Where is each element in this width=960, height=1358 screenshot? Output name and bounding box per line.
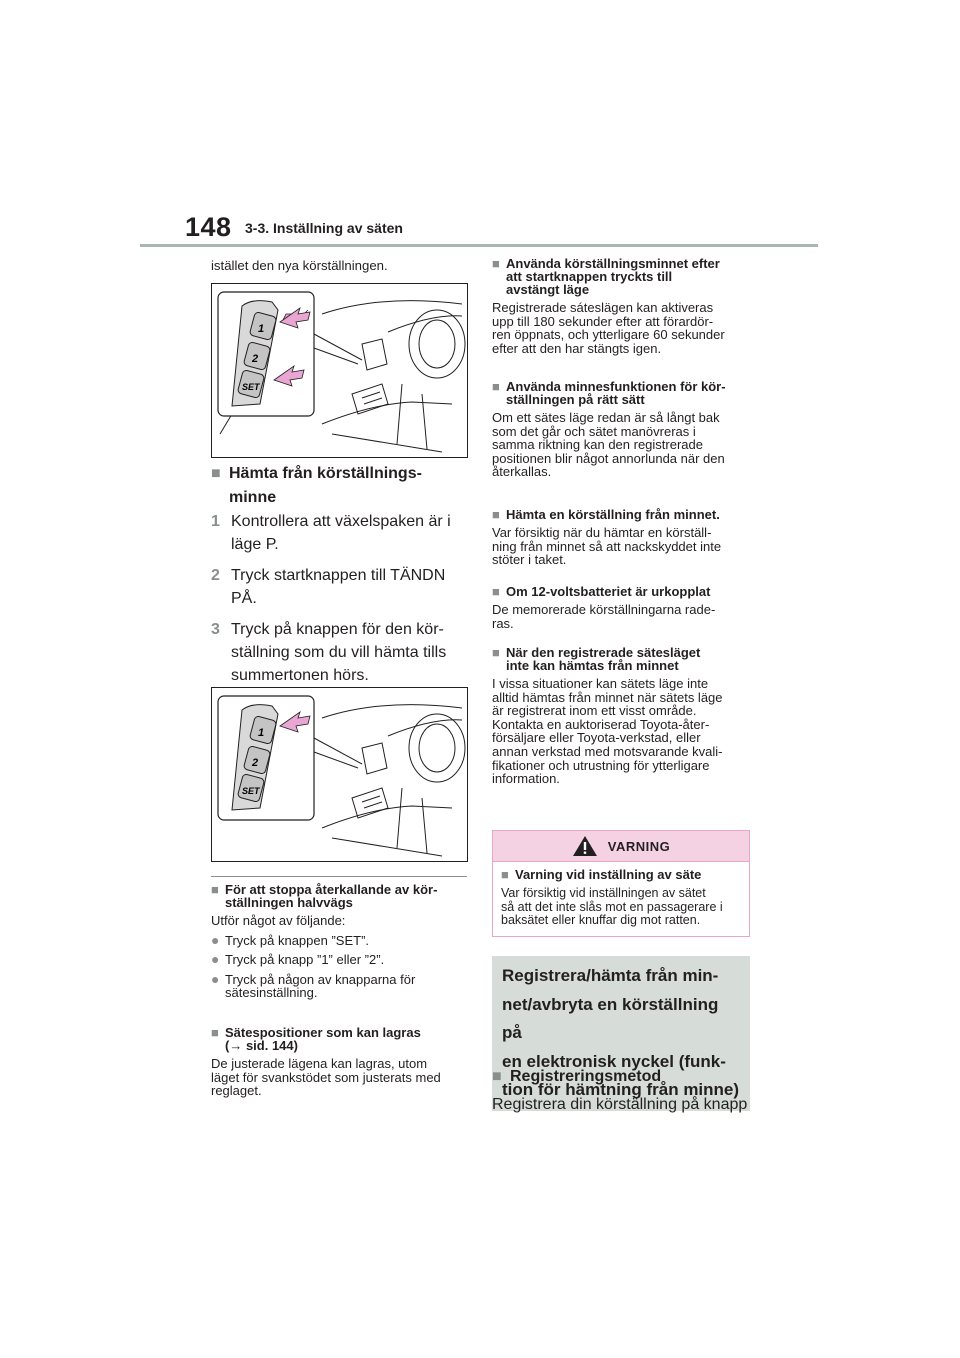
bullet-text: sätesinställning. — [225, 985, 318, 1001]
proper-section — [492, 380, 750, 479]
text-line: samma riktning kan den registrerade — [492, 437, 703, 453]
text-line: baksätet eller knuffar dig mot ratten. — [501, 913, 701, 928]
cannot-section — [492, 646, 750, 786]
stop-title — [211, 883, 467, 909]
text-line: är registrerat inom ett visst område. — [492, 703, 697, 719]
text-line: läget för svankstödet som justerats med — [211, 1069, 441, 1085]
button-2-label: 2 — [252, 353, 259, 365]
step-text: Kontrollera att växelspaken är i — [231, 513, 451, 530]
button-1-label: 1 — [258, 727, 265, 739]
stop-section — [211, 883, 467, 1000]
bullet-text: Tryck på knapp ”1” eller ”2”. — [225, 952, 385, 968]
text-line: reglaget. — [211, 1083, 262, 1099]
text-line: återkallas. — [492, 464, 552, 480]
text-line: försäljare eller Toyota-verkstad, eller — [492, 730, 701, 746]
step-text: PÅ. — [231, 590, 257, 607]
text-line: alltid hämtas från minnet när sätets läge — [492, 689, 723, 705]
title-line: När den registrerade sätesläget — [506, 645, 701, 660]
square-marker: ■ — [211, 1025, 219, 1040]
text-line: stöter i taket. — [492, 552, 567, 568]
step-number: 2 — [211, 567, 220, 584]
warning-body — [493, 862, 749, 936]
seat-switch-illustration — [212, 688, 467, 861]
title-line: För att stoppa återkallande av kör- — [225, 882, 438, 897]
battery-text — [492, 603, 750, 630]
title-line: Använda körställningsminnet efter — [506, 256, 720, 271]
cannot-text — [492, 677, 750, 786]
text-line: ren öppnats, och ytterligare 60 sekunder — [492, 327, 725, 343]
positions-title — [211, 1026, 467, 1052]
positions-text — [211, 1057, 467, 1098]
step-text: ställning som du vill hämta tills — [231, 644, 447, 661]
seat-switch-illustration — [212, 284, 467, 457]
box-line: Registrera/hämta från min- — [502, 966, 719, 985]
title-line: inte kan hämtas från minnet — [506, 658, 679, 673]
step-3 — [211, 618, 467, 687]
battery-title — [492, 585, 750, 598]
text-line: Var försiktig när du hämtar en körställ- — [492, 525, 712, 540]
text-line: De justerade lägena kan lagras, utom — [211, 1056, 428, 1071]
text-line: information. — [492, 771, 560, 787]
text-line: I vissa situationer kan sätets läge inte — [492, 676, 709, 691]
after-title — [492, 257, 750, 296]
text-line: positionen blir något annorlunda när den — [492, 450, 725, 466]
after-section — [492, 257, 750, 355]
square-marker: ■ — [501, 867, 509, 882]
step-2 — [211, 564, 467, 610]
text-line: som det går och sätet manövreras i — [492, 423, 696, 439]
battery-section — [492, 585, 750, 630]
title-line: Om 12-voltsbatteriet är urkopplat — [506, 584, 711, 599]
step-text: Tryck på knappen för den kör- — [231, 621, 444, 638]
square-marker: ■ — [492, 379, 500, 394]
positions-section — [211, 1026, 467, 1098]
button-1-label: 1 — [258, 323, 265, 335]
set-button-label: SET — [242, 786, 260, 796]
warning-triangle-icon — [572, 835, 598, 857]
text-line: Registrerade sáteslägen kan aktiveras — [492, 300, 714, 315]
steps-list — [211, 510, 467, 687]
warning-header — [493, 831, 749, 862]
divider — [211, 876, 467, 877]
text-line: upp till 180 sekunder efter att förardör- — [492, 313, 714, 329]
stop-text: Utför något av följande: — [211, 913, 346, 928]
square-marker: ■ — [492, 584, 500, 599]
text-line: Om ett sätes läge redan är så långt bak — [492, 410, 720, 425]
text-line: Kontakta en auktoriserad Toyota-åter- — [492, 716, 710, 732]
heading-recall-line2: minne — [229, 489, 277, 506]
bullet-item: ● Tryck på knappen ”SET”. — [211, 931, 370, 948]
text-line: efter att den har stängts igen. — [492, 340, 662, 356]
bullet-item: ● Tryck på knapp ”1” eller ”2”. — [211, 951, 385, 968]
square-marker: ■ — [492, 645, 500, 660]
heading-recall-line1: Hämta från körställnings- — [229, 465, 422, 482]
after-text — [492, 301, 750, 355]
title-line: Hämta en körställning från minnet. — [506, 507, 720, 522]
bullet-text: Tryck på någon av knapparna för — [225, 971, 416, 987]
step-text: summertonen hörs. — [231, 667, 369, 684]
bullet-text: Tryck på knappen ”SET”. — [225, 932, 370, 948]
title-line: ställningen halvvägs — [225, 895, 353, 910]
step-number: 1 — [211, 513, 220, 530]
heading-text: Registreringsmetod — [510, 1068, 662, 1085]
square-marker: ■ — [211, 882, 219, 897]
section-title: 3-3. Inställning av säten — [245, 220, 403, 236]
box-line: en elektronisk nyckel (funk- — [502, 1051, 726, 1071]
square-marker: ■ — [211, 465, 221, 482]
cannot-title — [492, 646, 750, 672]
text-line: så att det inte slås mot en passagerare i — [501, 899, 723, 914]
title-line: Sätespositioner som kan lagras — [225, 1025, 421, 1040]
text-line: De memorerade körställningarna rade- — [492, 602, 716, 617]
registration-heading — [492, 1065, 750, 1089]
fetch-title — [492, 508, 750, 521]
page-number: 148 — [185, 212, 232, 242]
text-line: ras. — [492, 615, 514, 631]
page-link: (→ sid. 144) — [225, 1038, 298, 1053]
square-marker: ■ — [492, 1068, 502, 1085]
square-marker: ■ — [492, 507, 500, 522]
heading-recall — [211, 462, 467, 510]
step-text: Tryck startknappen till TÄNDN — [231, 567, 446, 584]
fetch-section — [492, 508, 750, 567]
text-line: fikationer och utrustning för ytterligare — [492, 757, 710, 773]
text-line: ning från minnet så att nackskyddet inte — [492, 538, 722, 554]
step-text: läge P. — [231, 536, 279, 553]
box-line: tion för hämtning från minne) — [502, 1080, 740, 1099]
proper-title — [492, 380, 750, 406]
text-line: annan verkstad med motsvarande kvali- — [492, 743, 723, 759]
title-line: ställningen på rätt sätt — [506, 392, 645, 407]
bullet-item: ● Tryck på någon av knapparna för sätesinställning. — [211, 970, 416, 1001]
registration-text: Registrera din körställning på knapp — [492, 1096, 748, 1113]
box-line: net/avbryta en körställning på — [502, 994, 719, 1042]
set-button-label: SET — [242, 382, 260, 392]
warning-title — [501, 868, 741, 881]
figure-memory-buttons-2 — [211, 687, 468, 862]
header-rule — [140, 244, 818, 247]
proper-text — [492, 411, 750, 479]
text-line: Var försiktig vid inställningen av sätet — [501, 886, 706, 900]
title-line: Använda minnesfunktionen för kör- — [506, 379, 726, 394]
warning-text — [501, 887, 741, 928]
title-line: avstängt läge — [506, 282, 590, 297]
figure-memory-buttons-1 — [211, 283, 468, 458]
step-number: 3 — [211, 621, 220, 638]
warning-label: VARNING — [607, 838, 671, 854]
title-line: att startknappen tryckts till — [506, 269, 673, 284]
warning-box — [492, 830, 750, 937]
title-line: Varning vid inställning av säte — [515, 867, 702, 882]
button-2-label: 2 — [252, 757, 259, 769]
fetch-text — [492, 526, 750, 567]
step-1 — [211, 510, 467, 556]
intro-text: istället den nya körställningen. — [211, 258, 388, 273]
square-marker: ■ — [492, 256, 500, 271]
